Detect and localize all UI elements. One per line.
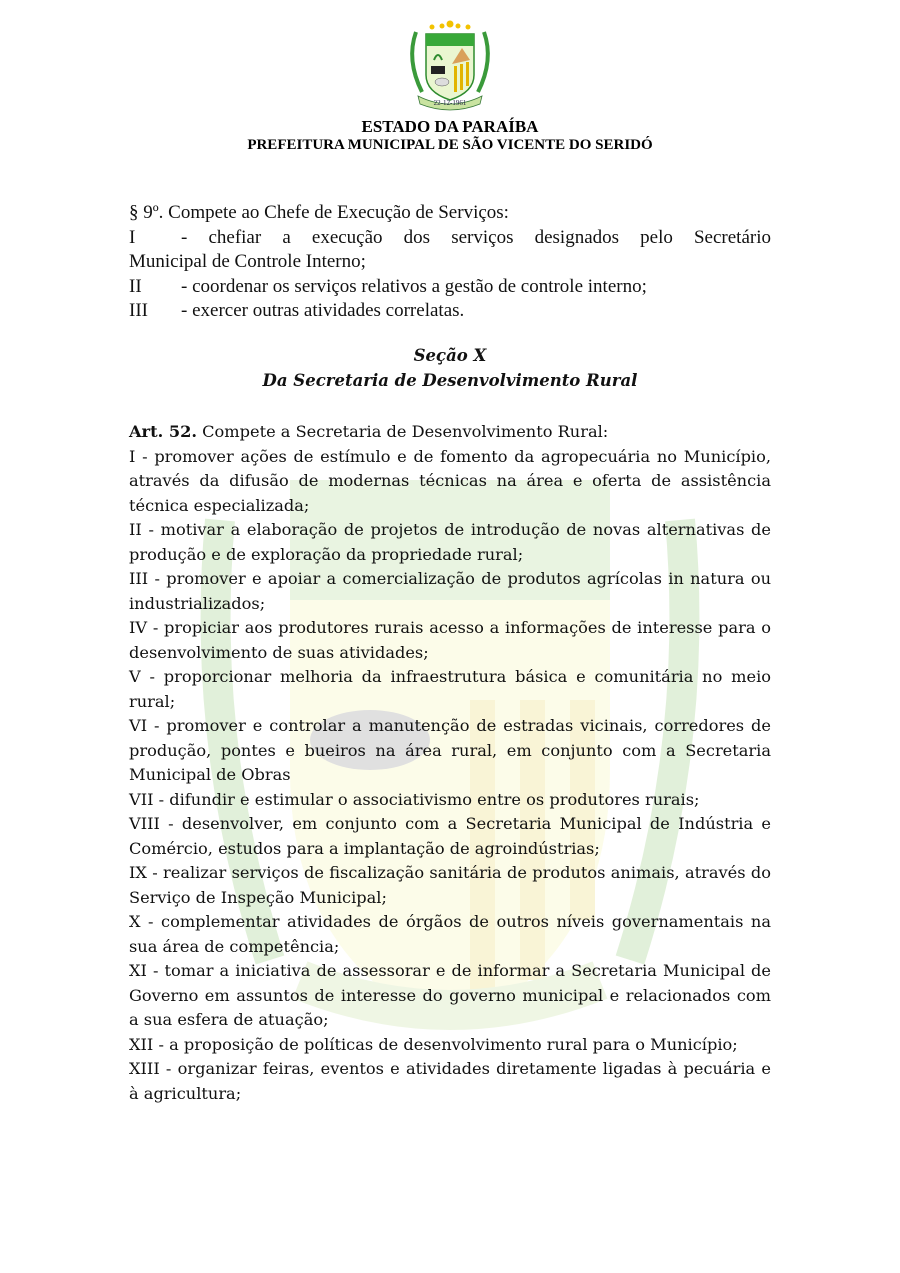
article-item: V - proporcionar melhoria da infraestrutura básica e comunitária no meio rural; <box>129 667 771 711</box>
article-label: Art. 52. <box>129 422 197 441</box>
list-item <box>129 275 771 300</box>
article-intro <box>129 420 771 445</box>
article-item: VIII - desenvolver, em conjunto com a Secretaria Municipal de Indústria e Comércio, estudos para a implantação de agroindústrias; <box>129 814 771 858</box>
section-subtitle: Da Secretaria de Desenvolvimento Rural <box>262 371 638 390</box>
article-intro-text: Compete a Secretaria de Desenvolvimento Rural: <box>197 422 609 441</box>
municipal-emblem <box>398 20 502 112</box>
article-item: III - promover e apoiar a comercialização de produtos agrícolas in natura ou industrializados; <box>129 569 771 613</box>
item-text-continuation: Municipal de Controle Interno; <box>129 251 366 272</box>
article-item: XIII - organizar feiras, eventos e atividades diretamente ligadas à pecuária e à agricultura; <box>129 1059 771 1103</box>
list-item <box>129 299 771 324</box>
municipality-heading: PREFEITURA MUNICIPAL DE SÃO VICENTE DO SERIDÓ <box>247 137 653 153</box>
item-text: - exercer outras atividades correlatas. <box>181 300 465 321</box>
item-number: II <box>129 275 142 297</box>
article-item: VI - promover e controlar a manutenção de estradas vicinais, corredores de produção, pontes e bueiros na área rural, em conjunto com a Secretaria Municipal de Obras <box>129 716 771 784</box>
item-number: I <box>129 226 136 248</box>
article-item: XI - tomar a iniciativa de assessorar e de informar a Secretaria Municipal de Governo em assuntos de interesse do governo municipal e relacionados com a sua esfera de atuação; <box>129 961 771 1029</box>
article-item: IX - realizar serviços de fiscalização sanitária de produtos animais, através do Serviço de Inspeção Municipal; <box>129 863 771 907</box>
emblem-date: 22-12-1961 <box>433 99 467 107</box>
article-item: IV - propiciar aos produtores rurais acesso a informações de interesse para o desenvolvimento de suas atividades; <box>129 618 771 662</box>
state-heading: ESTADO DA PARAÍBA <box>361 117 539 136</box>
article-item: X - complementar atividades de órgãos de outros níveis governamentais na sua área de competência; <box>129 912 771 956</box>
article-item: XII - a proposição de políticas de desenvolvimento rural para o Município; <box>129 1034 738 1054</box>
article-item: I - promover ações de estímulo e de fomento da agropecuária no Município, através da difusão de modernas técnicas na área e oferta de assistência técnica especializada; <box>129 446 771 515</box>
paragraph-9 <box>129 201 771 324</box>
item-number: III <box>129 300 148 321</box>
article-52 <box>129 420 771 1106</box>
list-item <box>129 226 771 251</box>
paragraph-heading: § 9º. Compete ao Chefe de Execução de Serviços: <box>129 202 509 223</box>
item-text: - coordenar os serviços relativos a gestão de controle interno; <box>181 275 647 297</box>
item-text: - chefiar a execução dos serviços designados pelo Secretário <box>181 226 771 248</box>
article-item: II - motivar a elaboração de projetos de introdução de novas alternativas de produção e de exploração da propriedade rural; <box>129 520 771 564</box>
section-title: Seção X <box>413 346 487 365</box>
article-item: VII - difundir e estimular o associativismo entre os produtores rurais; <box>129 789 700 809</box>
